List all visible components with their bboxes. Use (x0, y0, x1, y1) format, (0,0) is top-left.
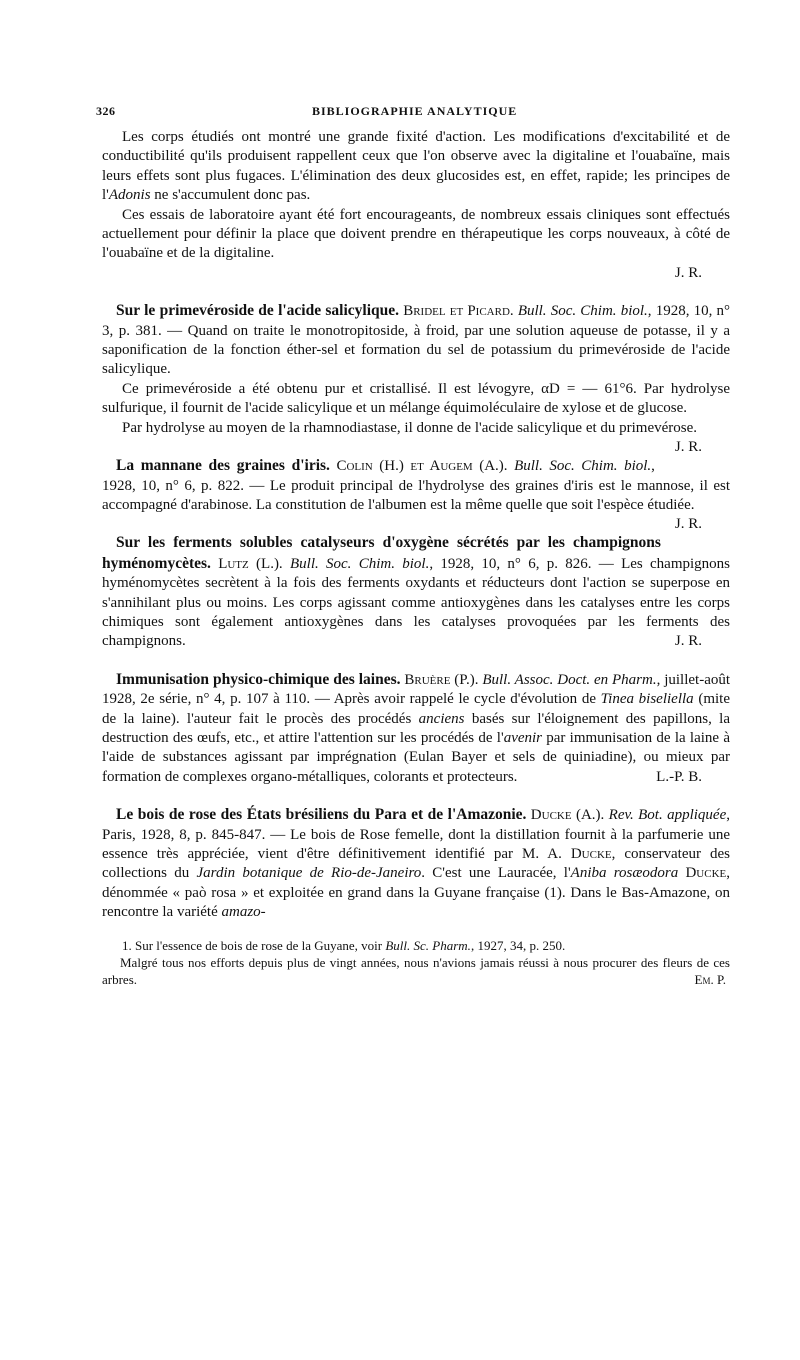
entry3-paragraph (102, 533, 730, 651)
intro-signature: J. R. (674, 264, 702, 281)
entry3-text: , 1928, 10, n° 6, p. 826. — Les champignons hyménomycètes secrètent à la fois des ferments oxydants et réducteurs dont l'action se superpose en s'annihilant plus ou moins. Les corps agissant comme antioxygènes dans les catalyses entre les corps chimiques sont également antioxygènes dans les catalyses provoquées par les ferments des champignons. (102, 555, 731, 650)
entry1-text-3: Par hydrolyse au moyen de la rhamnodiastase, il donne de l'acide salicylique et du primevérose. (122, 419, 698, 436)
entry5-name-2: Ducke (678, 865, 727, 882)
entry2-authors: Colin (H.) et Augem (A.). (336, 458, 508, 475)
entry4-text-3: basés sur l'éloignement des papillons, la destruction des œufs, etc., et attire l'attention sur les procédés de l' (102, 710, 730, 746)
entry-ferments (102, 533, 730, 651)
entry2-text: , 1928, 10, n° 6, p. 822. — Le produit principal de l'hydrolyse des graines d'iris est le mannose, il est accompagné d'arabinose. La constitution de l'albumen est la même quelle que soit l'espèce étudiée. (102, 458, 730, 513)
entry4-text: , juillet-août 1928, 2e série, n° 4, p. 107 à 110. — Après avoir rappelé le cycle d'évolution de (102, 671, 731, 708)
entry4-signature: L.-P. B. (656, 768, 702, 785)
entry3-signature: J. R. (674, 633, 702, 650)
entry4-title: Immunisation physico-chimique des laines. (116, 670, 401, 688)
entry1-authors: Bridel et Picard. (403, 303, 514, 320)
entry2-title: La mannane des graines d'iris. (116, 457, 330, 475)
entry1-signature: J. R. (674, 439, 702, 456)
intro-paragraph-2: Ces essais de laboratoire ayant été fort encourageants, de nombreux essais cliniques sont effectués actuellement pour définir la place que doivent prendre en thérapeutique les corps nouveaux, à côté de l'ouabaïne et de la digitaline. (102, 206, 730, 262)
entry3-authors: Lutz (L.). (218, 555, 283, 572)
footnotes (102, 937, 730, 988)
entry2-signature: J. R. (674, 516, 702, 533)
entry5-journal: Rev. Bot. appliquée (608, 807, 727, 824)
entry3-title: Sur les ferments solubles catalyseurs d'oxygène sécrétés par les champignons hyménomycètes. (102, 534, 661, 572)
footnote-1-journal: Bull. Sc. Pharm. (385, 937, 471, 953)
entry4-authors: Bruère (P.). (404, 671, 479, 688)
entry1-text: , 1928, 10, n° 3, p. 381. — Quand on traite le monotropitoside, à froid, par une solution aqueuse de potasse, il y a saponification de la fonction éther-sel et formation du sel de potassium du primevéroside de l'acide salicylique. (102, 303, 730, 378)
running-head (96, 104, 730, 128)
entry-mannane (102, 456, 730, 533)
intro-paragraph-1 (102, 128, 730, 206)
entry4-text-4: par immunisation de la laine à l'aide de substances agissant par imprégnation (Eulan Bayer et sels de quiniadine), ou mieux par formation de complexes organo-métalliques, colorants et protecteurs. (102, 729, 730, 785)
entry5-text-4: , dénommée « paò rosa » et exploitée en grand dans la Guyane française (1). Dans le Bas-Amazone, on rencontre la variété (102, 865, 731, 921)
entry-primeveroside (102, 301, 730, 456)
footnote-1-end: , 1927, 34, p. 250. (470, 937, 566, 953)
entry4-italic-1: Tinea biseliella (600, 691, 694, 708)
entry4-journal: Bull. Assoc. Doct. en Pharm. (482, 671, 657, 688)
entry4-paragraph (102, 670, 730, 787)
entry5-italic-2: Aniba rosæodora (570, 865, 679, 882)
entry5-text: , Paris, 1928, 8, p. 845-847. — Le bois de Rose femelle, dont la distillation fournit à la parfumerie une essence très appréciée, vient d'être définitivement identifié par M. A. (102, 807, 730, 862)
entry1-paragraph-2: Ce primevéroside a été obtenu pur et cristallisé. Il est lévogyre, αD = — 61°6. Par hydrolyse sulfurique, il fournit de l'acide salicylique et un mélange équimoléculaire de xylose et de glucose. (102, 380, 730, 417)
entry5-text-2: , conservateur des collections du (102, 846, 730, 882)
entry5-paragraph (102, 805, 730, 922)
page-number: 326 (96, 104, 116, 118)
entry5-name: Ducke (570, 846, 612, 862)
entry2-paragraph (102, 456, 730, 533)
footnote-1-text: 1. Sur l'essence de bois de rose de la Guyane, voir (122, 937, 386, 953)
entry5-authors: Ducke (A.). (530, 807, 605, 824)
running-title: BIBLIOGRAPHIE ANALYTIQUE (312, 104, 518, 118)
footnote-2-signature: Em. P. (694, 971, 726, 987)
entry5-title: Le bois de rose des États brésiliens du Para et de l'Amazonie. (116, 806, 527, 824)
intro-text-end: ne s'accumulent donc pas. (150, 187, 311, 204)
entry3-journal: Bull. Soc. Chim. biol. (289, 555, 430, 572)
intro-section (102, 128, 730, 283)
entry2-journal: Bull. Soc. Chim. biol. (514, 458, 652, 475)
entry1-journal: Bull. Soc. Chim. biol. (517, 303, 648, 320)
intro-italic: Adonis (108, 187, 151, 204)
entry5-italic-1: Jardin botanique de Rio-de-Janeiro (196, 865, 422, 882)
entry1-title: Sur le primevéroside de l'acide salicylique. (116, 302, 400, 320)
footnote-2-text: Malgré tous nos efforts depuis plus de vingt années, nous n'avions jamais réussi à nous procurer des fleurs de ces arbres. (102, 954, 730, 987)
entry-immunisation (102, 670, 730, 787)
footnote-1 (102, 937, 730, 954)
entry4-text-2: (mite de la laine). l'auteur fait le procès des procédés (102, 691, 730, 727)
entry4-italic-3: avenir (503, 729, 543, 746)
entry1-paragraph (102, 301, 730, 380)
entry5-italic-3: amazo- (221, 904, 266, 921)
entry1-paragraph-3 (102, 419, 730, 456)
entry5-text-3: . C'est une Lauracée, l' (421, 865, 571, 882)
entry4-italic-2: anciens (418, 710, 465, 727)
footnote-2 (102, 954, 730, 988)
entry-bois-de-rose (102, 805, 730, 922)
intro-text: Les corps étudiés ont montré une grande fixité d'action. Les modifications d'excitabilité et de conductibilité qu'ils produisent rappellent ceux que l'on observe avec la digitaline et l'ouabaïne, mais leurs effets sont plus fugaces. L'élimination des deux glucosides est, en effet, rapide; les principes de l' (102, 129, 730, 204)
document-page (96, 104, 731, 988)
